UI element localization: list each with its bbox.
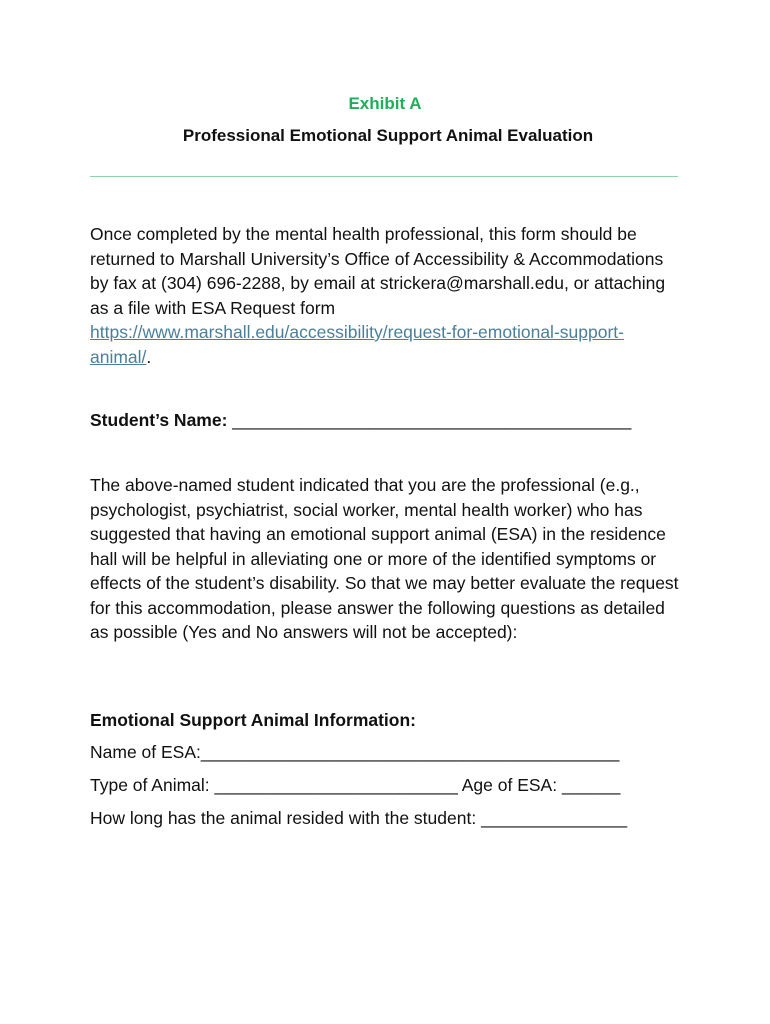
residence-duration-field <box>90 808 627 829</box>
esa-name-field <box>90 742 619 763</box>
residence-duration-label: How long has the animal resided with the student: <box>90 808 482 828</box>
esa-age-blank[interactable]: ______ <box>561 775 621 795</box>
intro-end: . <box>146 346 152 367</box>
esa-name-label: Name of ESA: <box>90 742 201 762</box>
student-name-blank[interactable]: _________________________________________ <box>232 410 632 430</box>
exhibit-label: Exhibit A <box>348 94 422 113</box>
esa-section-heading: Emotional Support Animal Information: <box>90 710 417 730</box>
student-name-field <box>90 410 631 431</box>
esa-age-label: Age of ESA: <box>457 775 562 795</box>
page-title: Professional Emotional Support Animal Evaluation <box>182 126 594 145</box>
animal-type-label: Type of Animal: <box>90 775 215 795</box>
animal-type-blank[interactable]: _________________________ <box>214 775 458 795</box>
animal-type-age-field <box>90 775 620 796</box>
intro-text: Once completed by the mental health professional, this form should be returned to Marshall University’s Office of Accessibility & Accommodations by fax at (304) 696-2288, by email at strickera@marshall.edu, or attaching as a file with ESA Request form <box>90 224 666 318</box>
esa-request-form-link[interactable]: https://www.marshall.edu/accessibility/request-for-emotional-support-animal/ <box>90 322 624 367</box>
instructions-paragraph: The above-named student indicated that you are the professional (e.g., psychologist, psychiatrist, social worker, mental health worker) who has suggested that having an emotional support animal (ESA) in the residence hall will be helpful in alleviating one or more of the identified symptoms or effects of the student’s disability. So that we may better evaluate the request for this accommodation, please answer the following questions as detailed as possible (Yes and No answers will not be accepted): <box>90 475 679 642</box>
header-divider <box>90 176 678 177</box>
student-name-label: Student’s Name: <box>90 410 233 430</box>
residence-duration-blank[interactable]: _______________ <box>481 808 628 828</box>
esa-name-blank[interactable]: ___________________________________________ <box>200 742 620 762</box>
intro-paragraph <box>90 222 680 369</box>
